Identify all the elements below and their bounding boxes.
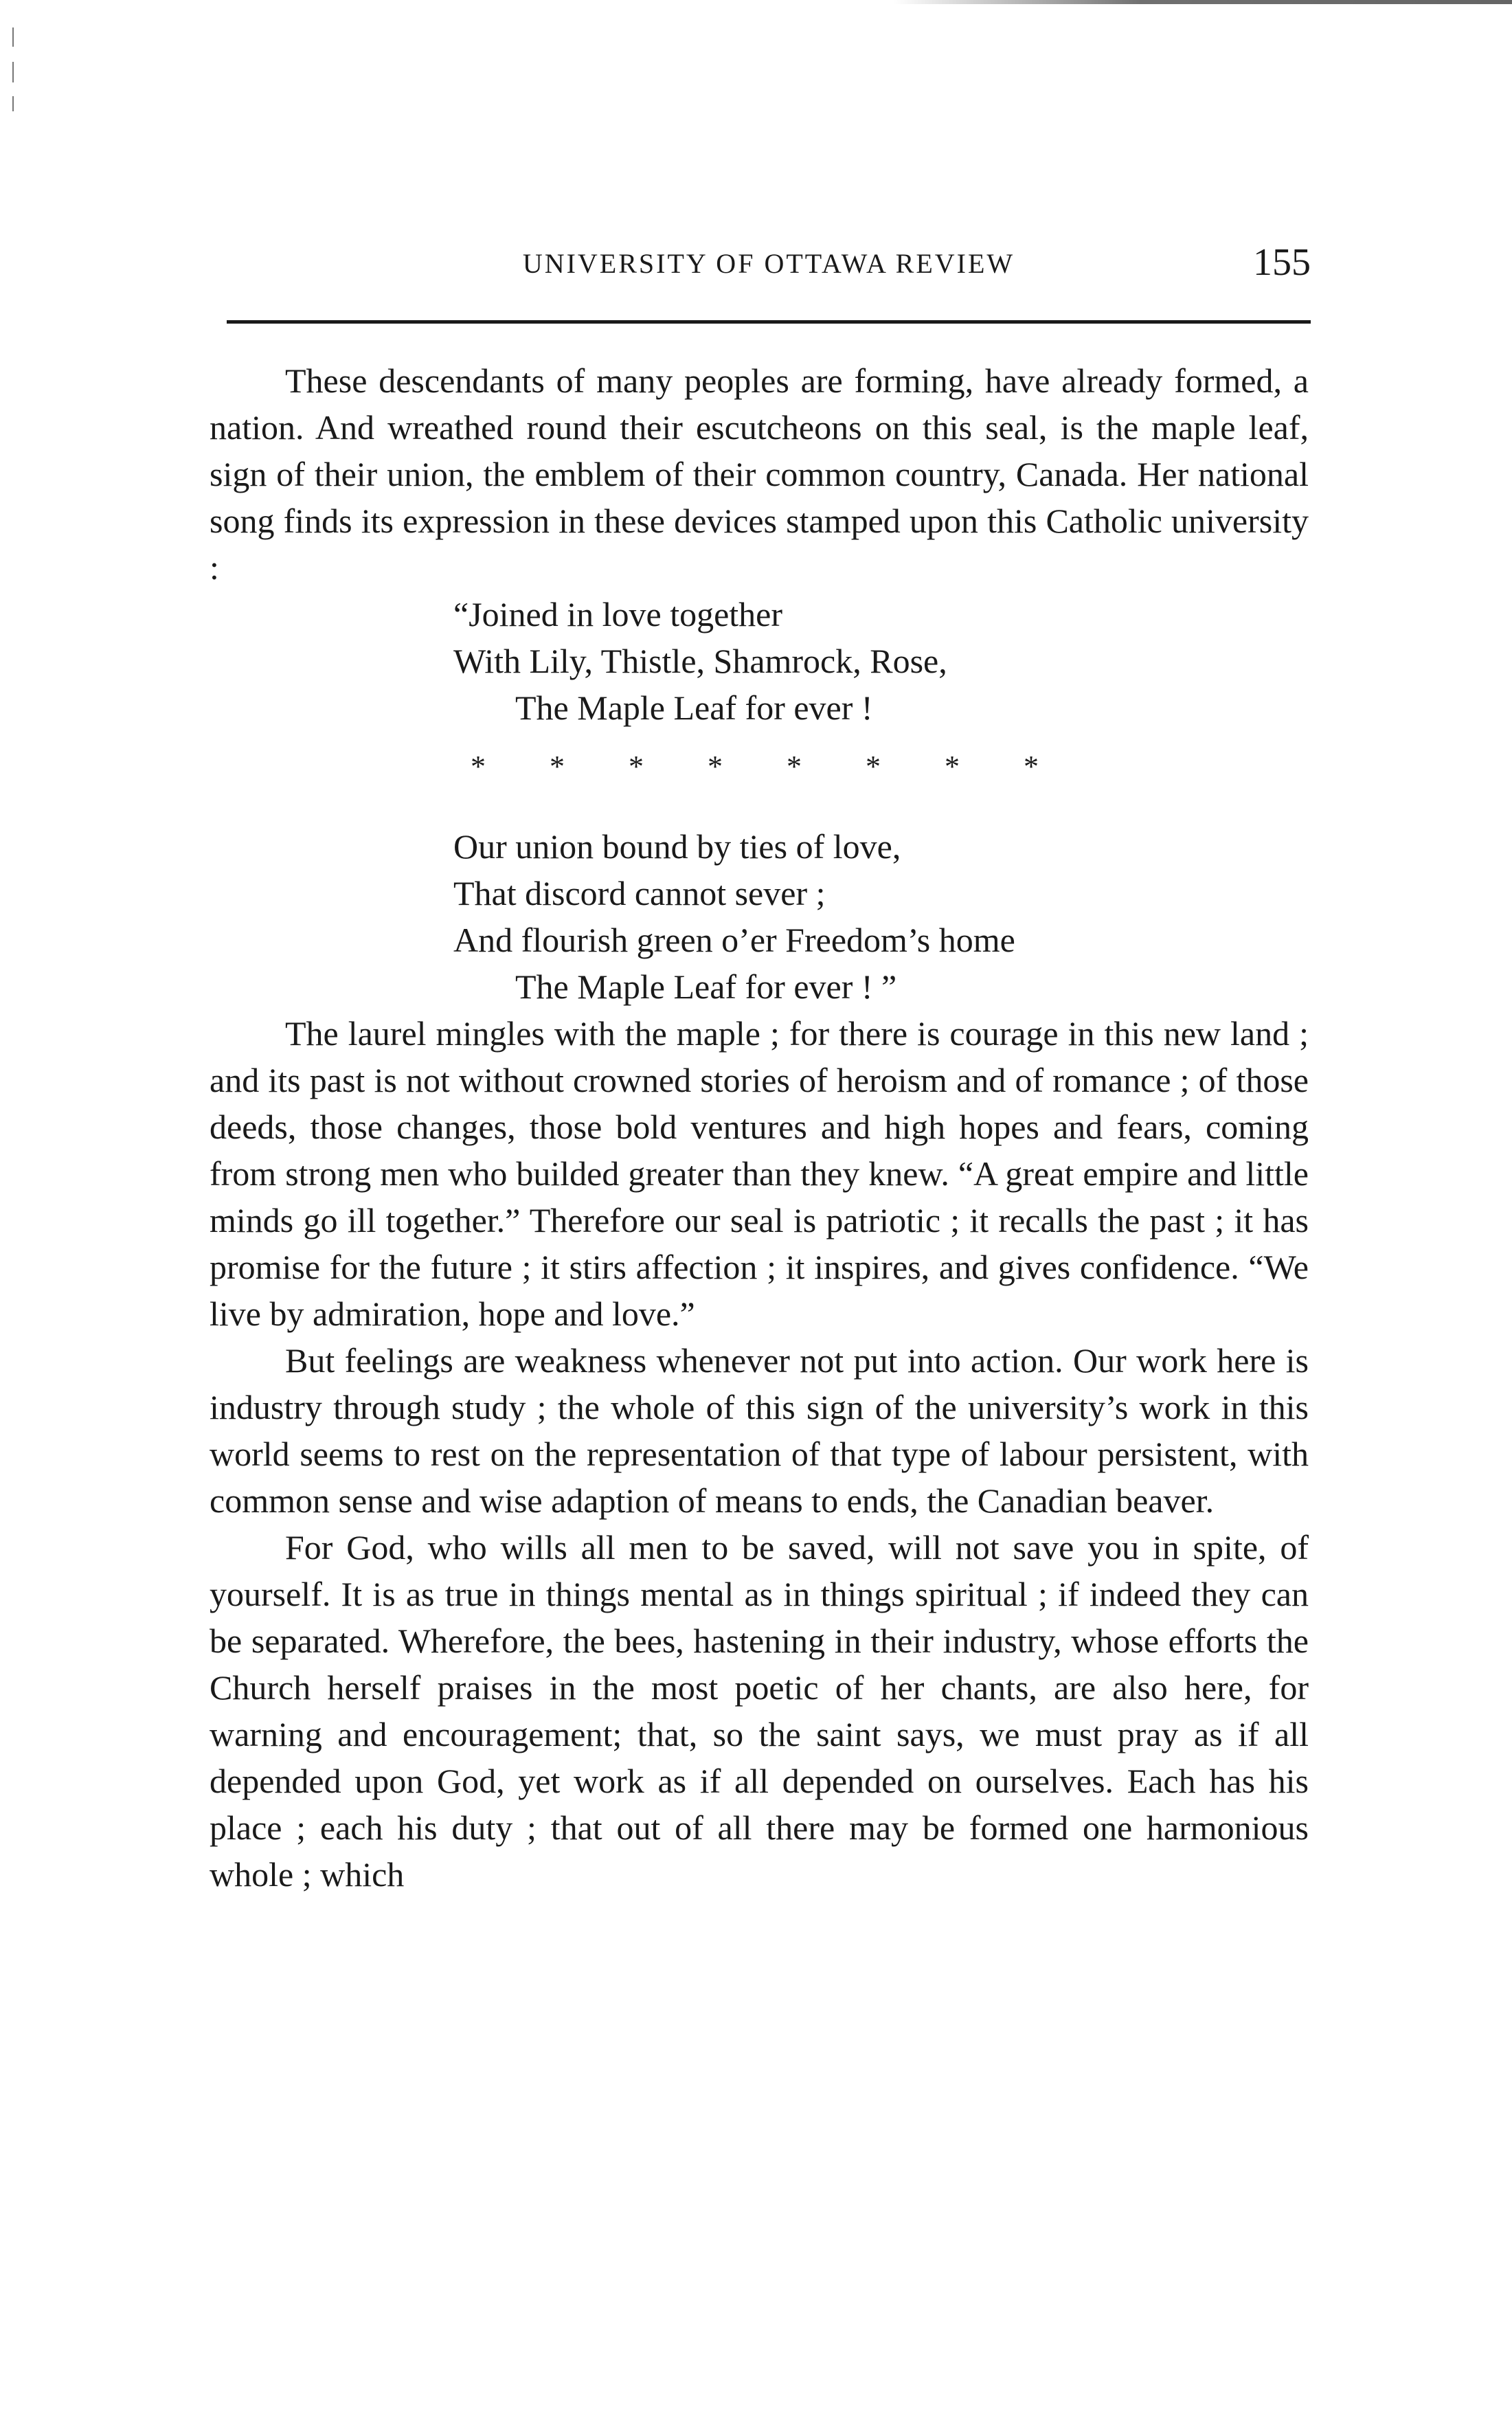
top-edge-rule xyxy=(894,0,1512,4)
header-rule xyxy=(227,320,1311,324)
page-header xyxy=(227,240,1311,295)
asterisk: * xyxy=(708,750,723,783)
paragraph: For God, who wills all men to be saved, will not save you in spite, of yourself. It is as true in things mental as in things spiritual ; if indeed they can be separated. Wherefore, the bees, hastening in their industry, whose efforts the Church herself praises in the most poetic of her chants, are also here, for warning and encouragement; that, so the saint says, we must pray as if all depended upon God, yet work as if all depended on ourselves. Each has his place ; each his duty ; that out of all there may be formed one harmonious whole ; which xyxy=(210,1528,1309,1894)
verse-line: “Joined in love together xyxy=(453,595,783,633)
edge-mark xyxy=(12,62,14,82)
asterisk: * xyxy=(866,750,881,783)
paragraph: But feelings are weakness whenever not put into action. Our work here is industry through study ; the whole of this sign of the university’s work in this world seems to rest on the representation of that type of labour persistent, with common sense and wise adaption of means to ends, the Canadian beaver. xyxy=(210,1341,1309,1520)
asterisk: * xyxy=(787,750,802,783)
edge-mark xyxy=(12,27,14,47)
asterisk: * xyxy=(629,750,644,783)
verse-line: And flourish green o’er Freedom’s home xyxy=(453,921,1015,959)
verse-line: The Maple Leaf for ever ! xyxy=(515,688,873,727)
verse-stanza xyxy=(210,591,1309,731)
verse-line: That discord cannot sever ; xyxy=(453,874,826,912)
asterisk: * xyxy=(945,750,960,783)
edge-mark xyxy=(12,96,14,111)
verse-line: Our union bound by ties of love, xyxy=(453,827,901,866)
body-text xyxy=(210,357,1309,1898)
verse-line: With Lily, Thistle, Shamrock, Rose, xyxy=(453,642,947,680)
asterisk: * xyxy=(471,750,486,783)
page-number: 155 xyxy=(1253,241,1311,284)
asterisk: * xyxy=(550,750,565,783)
asterisk: * xyxy=(1024,750,1039,783)
running-head: UNIVERSITY OF OTTAWA REVIEW xyxy=(522,248,1015,279)
verse-line: The Maple Leaf for ever ! ” xyxy=(515,967,897,1006)
paragraph: These descendants of many peoples are forming, have already formed, a nation. And wreathed round their escutcheons on this seal, is the maple leaf, sign of their union, the emblem of their common country, Canada. Her national song finds its expression in these devices stamped upon this Catholic university : xyxy=(210,361,1309,587)
verse-stanza xyxy=(210,823,1309,1010)
paragraph: The laurel mingles with the maple ; for there is courage in this new land ; and its past is not without crowned stories of heroism and of romance ; of those deeds, those changes, those bold ventures and high hopes and fears, coming from strong men who builded greater than they knew. “A great empire and little minds go ill together.” Therefore our seal is patriotic ; it recalls the past ; it has promise for the future ; it stirs affection ; it inspires, and gives confidence. “We live by admiration, hope and love.” xyxy=(210,1014,1309,1333)
asterism xyxy=(210,746,1309,787)
